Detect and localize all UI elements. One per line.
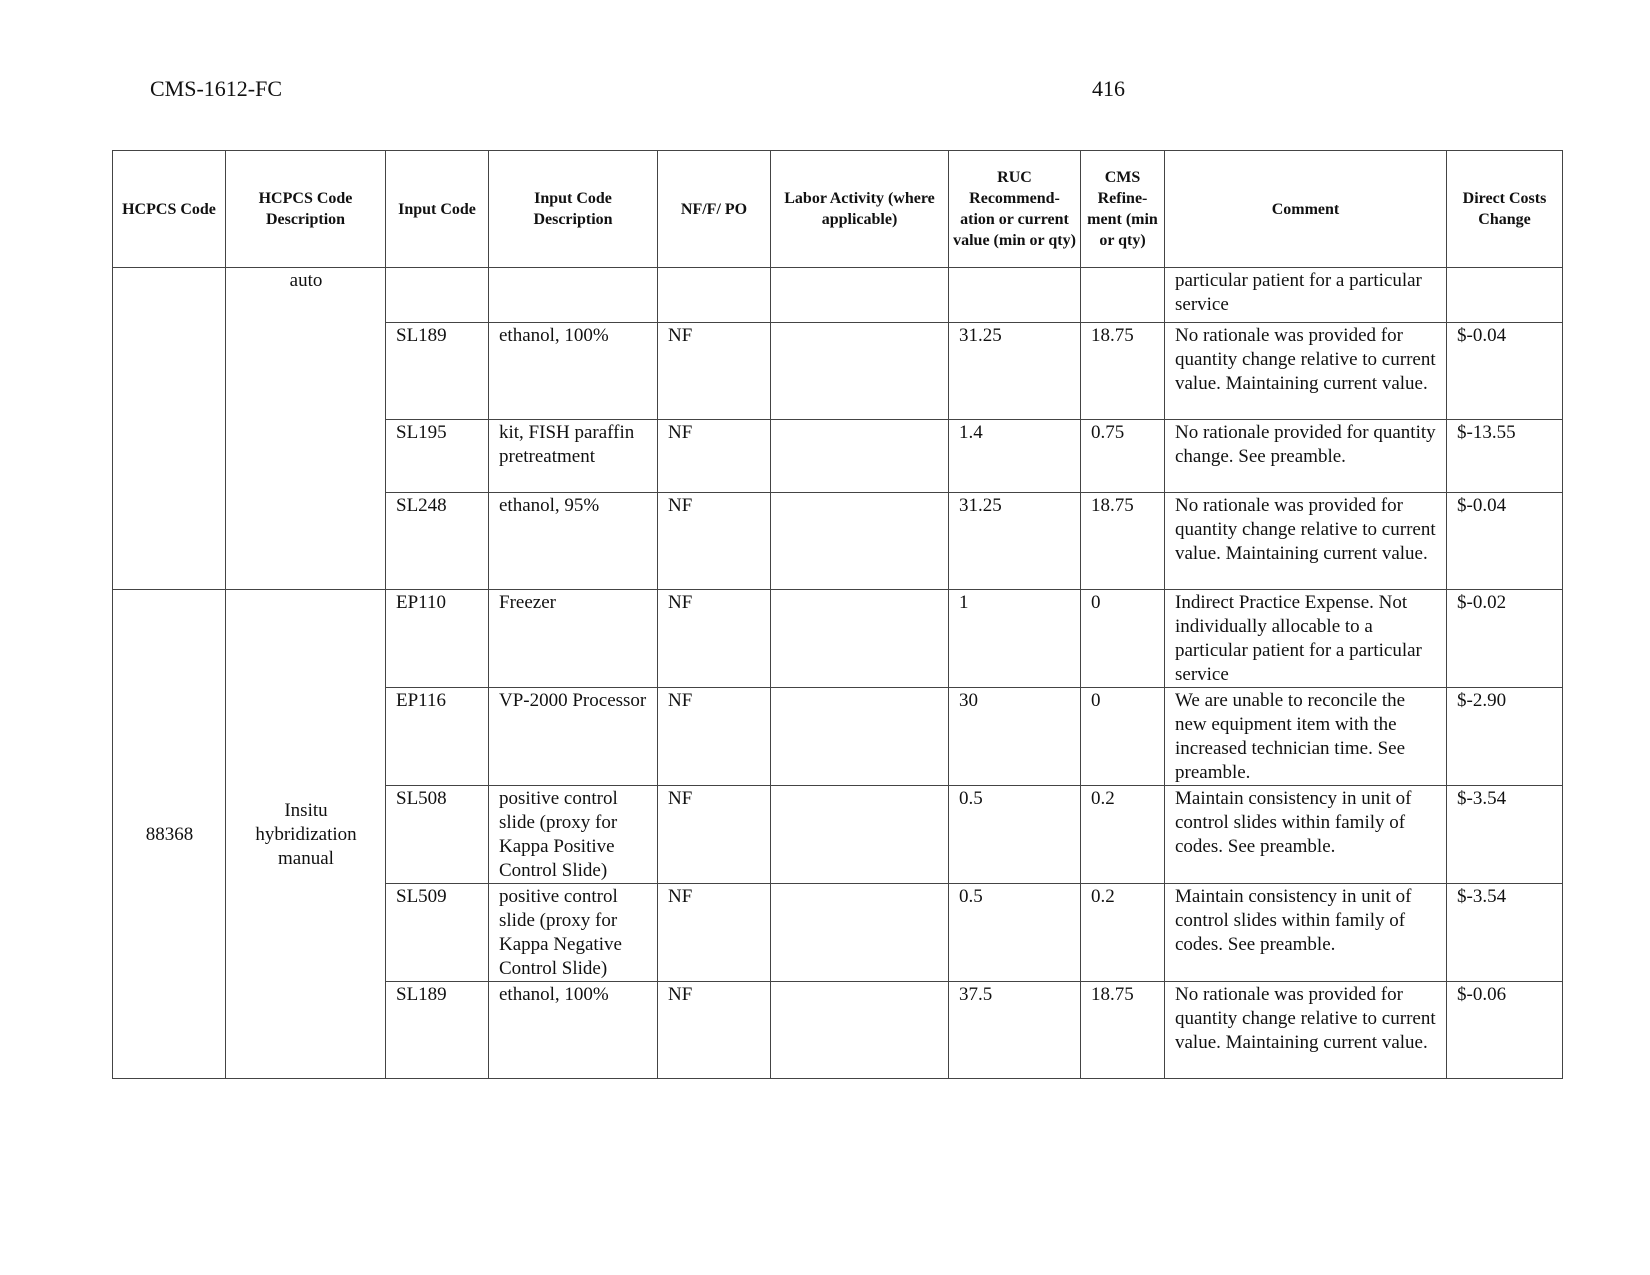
input-description-cell	[489, 268, 658, 323]
col-direct-costs-change: Direct Costs Change	[1447, 151, 1563, 268]
comment-cell: No rationale was provided for quantity change relative to current value. Maintaining current value.	[1165, 982, 1447, 1079]
header-row	[113, 151, 1563, 268]
col-comment: Comment	[1165, 151, 1447, 268]
comment-cell: particular patient for a particular service	[1165, 268, 1447, 323]
labor-activity-cell	[771, 786, 949, 884]
nf-cell: NF	[658, 982, 771, 1079]
labor-activity-cell	[771, 590, 949, 688]
input-description-cell: ethanol, 100%	[489, 982, 658, 1079]
input-code-cell: SL508	[386, 786, 489, 884]
ruc-value-cell: 1.4	[949, 420, 1081, 493]
nf-cell: NF	[658, 688, 771, 786]
col-hcpcs-code: HCPCS Code	[113, 151, 226, 268]
nf-cell: NF	[658, 590, 771, 688]
cms-value-cell: 0.2	[1081, 884, 1165, 982]
input-description-cell: VP-2000 Processor	[489, 688, 658, 786]
comment-cell: Maintain consistency in unit of control slides within family of codes. See preamble.	[1165, 786, 1447, 884]
direct-cost-change-cell: $-0.04	[1447, 493, 1563, 590]
ruc-value-cell: 30	[949, 688, 1081, 786]
input-code-cell: EP116	[386, 688, 489, 786]
labor-activity-cell	[771, 493, 949, 590]
col-labor-activity: Labor Activity (where applicable)	[771, 151, 949, 268]
input-description-cell: positive control slide (proxy for Kappa Negative Control Slide)	[489, 884, 658, 982]
nf-cell: NF	[658, 493, 771, 590]
input-code-cell	[386, 268, 489, 323]
input-description-cell: Freezer	[489, 590, 658, 688]
pe-refinement-table	[112, 150, 1563, 1079]
labor-activity-cell	[771, 268, 949, 323]
input-description-cell: ethanol, 95%	[489, 493, 658, 590]
input-description-cell: ethanol, 100%	[489, 323, 658, 420]
direct-cost-change-cell: $-3.54	[1447, 884, 1563, 982]
direct-cost-change-cell	[1447, 268, 1563, 323]
col-ruc-recommendation: RUC Recommend-ation or current value (min or qty)	[949, 151, 1081, 268]
cms-value-cell: 0.2	[1081, 786, 1165, 884]
comment-cell: Maintain consistency in unit of control slides within family of codes. See preamble.	[1165, 884, 1447, 982]
document-id: CMS-1612-FC	[150, 76, 283, 101]
cms-value-cell	[1081, 268, 1165, 323]
table-row	[113, 268, 1563, 323]
input-description-cell: positive control slide (proxy for Kappa Positive Control Slide)	[489, 786, 658, 884]
nf-cell	[658, 268, 771, 323]
nf-cell: NF	[658, 420, 771, 493]
col-cms-refinement: CMS Refine-ment (min or qty)	[1081, 151, 1165, 268]
nf-cell: NF	[658, 323, 771, 420]
direct-cost-change-cell: $-13.55	[1447, 420, 1563, 493]
direct-cost-change-cell: $-0.04	[1447, 323, 1563, 420]
input-code-cell: SL189	[386, 323, 489, 420]
col-hcpcs-description: HCPCS Code Description	[226, 151, 386, 268]
cms-value-cell: 0.75	[1081, 420, 1165, 493]
comment-cell: No rationale was provided for quantity change relative to current value. Maintaining current value.	[1165, 493, 1447, 590]
labor-activity-cell	[771, 688, 949, 786]
nf-cell: NF	[658, 884, 771, 982]
labor-activity-cell	[771, 420, 949, 493]
col-input-code: Input Code	[386, 151, 489, 268]
hcpcs-description-cell: auto	[226, 268, 386, 590]
col-nf-f-po: NF/F/ PO	[658, 151, 771, 268]
ruc-value-cell: 31.25	[949, 493, 1081, 590]
labor-activity-cell	[771, 323, 949, 420]
input-code-cell: SL195	[386, 420, 489, 493]
ruc-value-cell: 37.5	[949, 982, 1081, 1079]
input-code-cell: SL248	[386, 493, 489, 590]
input-code-cell: SL189	[386, 982, 489, 1079]
page-number: 416	[1092, 76, 1125, 101]
cms-value-cell: 0	[1081, 590, 1165, 688]
comment-cell: No rationale was provided for quantity change relative to current value. Maintaining current value.	[1165, 323, 1447, 420]
direct-cost-change-cell: $-0.06	[1447, 982, 1563, 1079]
col-input-description: Input Code Description	[489, 151, 658, 268]
ruc-value-cell: 31.25	[949, 323, 1081, 420]
direct-cost-change-cell: $-3.54	[1447, 786, 1563, 884]
input-code-cell: EP110	[386, 590, 489, 688]
comment-cell: No rationale provided for quantity change. See preamble.	[1165, 420, 1447, 493]
cms-value-cell: 0	[1081, 688, 1165, 786]
hcpcs-description-cell: Insitu hybridization manual	[226, 590, 386, 1079]
table-row	[113, 590, 1563, 688]
ruc-value-cell: 0.5	[949, 786, 1081, 884]
input-code-cell: SL509	[386, 884, 489, 982]
direct-cost-change-cell: $-2.90	[1447, 688, 1563, 786]
ruc-value-cell: 0.5	[949, 884, 1081, 982]
ruc-value-cell	[949, 268, 1081, 323]
cms-value-cell: 18.75	[1081, 323, 1165, 420]
comment-cell: Indirect Practice Expense. Not individually allocable to a particular patient for a particular service	[1165, 590, 1447, 688]
ruc-value-cell: 1	[949, 590, 1081, 688]
labor-activity-cell	[771, 982, 949, 1079]
input-description-cell: kit, FISH paraffin pretreatment	[489, 420, 658, 493]
cms-value-cell: 18.75	[1081, 982, 1165, 1079]
nf-cell: NF	[658, 786, 771, 884]
labor-activity-cell	[771, 884, 949, 982]
direct-cost-change-cell: $-0.02	[1447, 590, 1563, 688]
comment-cell: We are unable to reconcile the new equipment item with the increased technician time. See preamble.	[1165, 688, 1447, 786]
cms-value-cell: 18.75	[1081, 493, 1165, 590]
hcpcs-code-cell	[113, 268, 226, 590]
hcpcs-code-cell: 88368	[113, 590, 226, 1079]
